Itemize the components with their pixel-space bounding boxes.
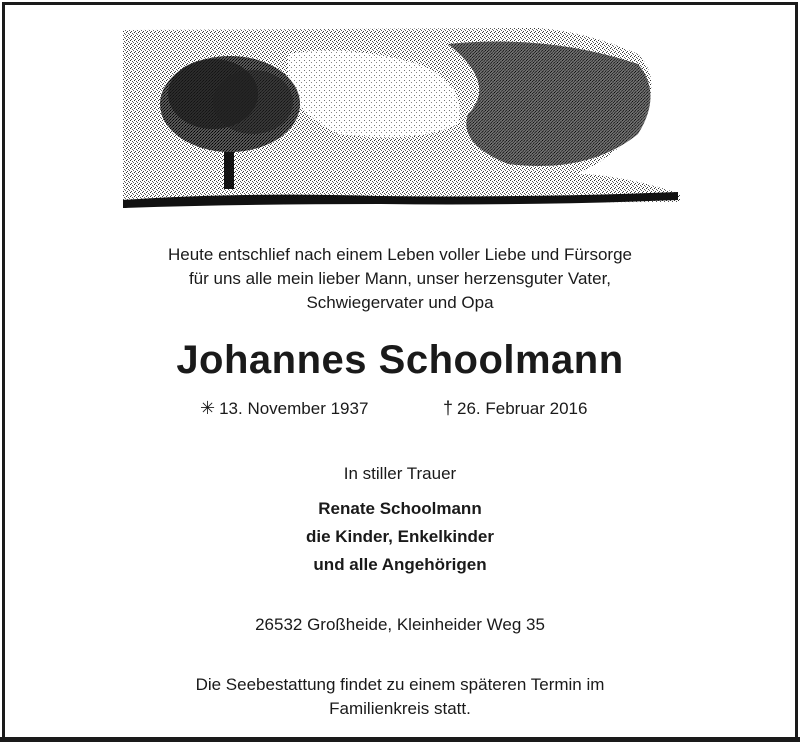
header-illustration: [118, 24, 680, 210]
notice-line: Die Seebestattung findet zu einem späteren Termin im: [195, 675, 605, 694]
bottom-rule: [0, 737, 800, 742]
intro-line: Heute entschlief nach einem Leben voller Liebe und Fürsorge: [167, 245, 632, 264]
birth-star-icon: ✳: [200, 398, 216, 418]
address: 26532 Großheide, Kleinheider Weg 35: [255, 615, 545, 634]
intro-line: für uns alle mein lieber Mann, unser herzensguter Vater,: [188, 269, 612, 288]
tree-landscape-icon: [118, 24, 680, 210]
death-date: [443, 398, 587, 419]
intro-line: Schwiegervater und Opa: [306, 293, 494, 312]
mourners-list: [0, 495, 800, 579]
death-cross-icon: †: [443, 398, 454, 418]
mourner-line: Renate Schoolmann: [318, 499, 482, 518]
mourning-label: In stiller Trauer: [343, 464, 457, 483]
mourner-line: die Kinder, Enkelkinder: [305, 527, 494, 546]
birth-date: [200, 398, 368, 419]
birth-date-text: 13. November 1937: [219, 399, 369, 418]
deceased-name: Johannes Schoolmann: [176, 338, 624, 382]
intro-text: [0, 243, 800, 315]
death-date-text: 26. Februar 2016: [457, 399, 588, 418]
funeral-notice: [0, 673, 800, 721]
mourner-line: und alle Angehörigen: [313, 555, 487, 574]
notice-line: Familienkreis statt.: [329, 699, 471, 718]
